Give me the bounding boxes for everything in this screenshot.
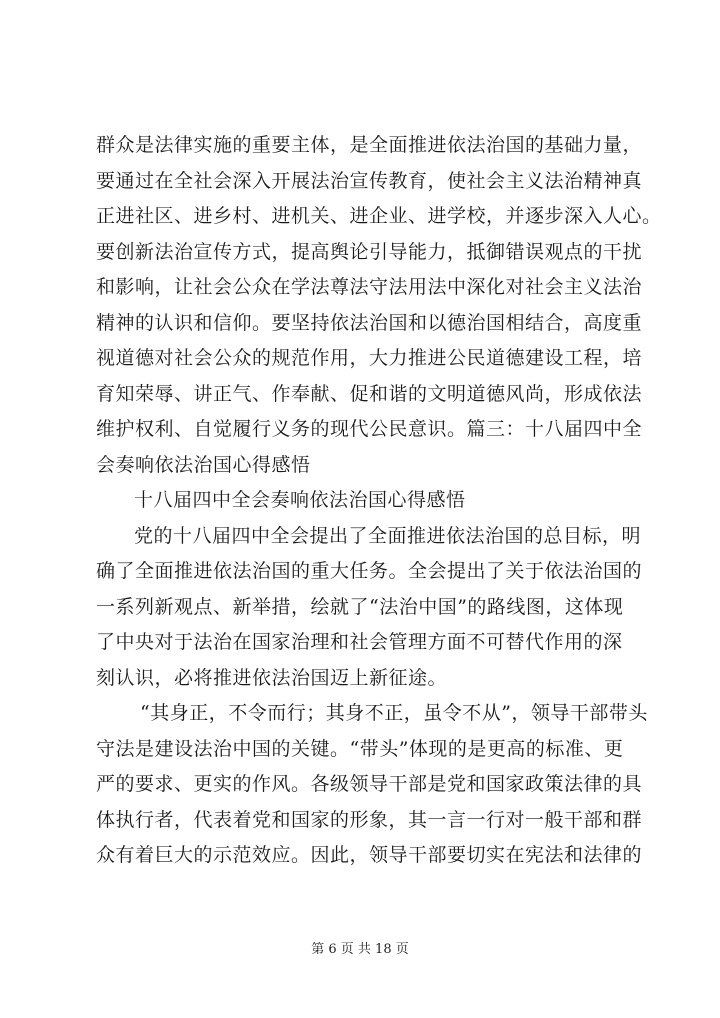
text-line: 严的要求、更实的作风。各级领导干部是党和国家政策法律的具 bbox=[96, 773, 643, 795]
text-line: 群众是法律实施的重要主体，是全面推进依法治国的基础力量， bbox=[96, 134, 643, 156]
text-line: 众有着巨大的示范效应。因此，领导干部要切实在宪法和法律的 bbox=[96, 844, 643, 866]
text-line: 守法是建设法治中国的关键。“带头”体现的是更高的标准、更 bbox=[96, 737, 624, 760]
document-body bbox=[96, 128, 662, 874]
text-line: 精神的认识和信仰。要坚持依法治国和以德治国相结合，高度重 bbox=[96, 311, 643, 334]
text-line: 了中央对于法治在国家治理和社会管理方面不可替代作用的深 bbox=[96, 631, 623, 653]
text-line: 会奏响依法治国心得感悟 bbox=[96, 453, 311, 476]
text-line: 体执行者，代表着党和国家的形象，其一言一行对一般干部和群 bbox=[96, 808, 643, 831]
text-line: 刻认识，必将推进依法治国迈上新征途。 bbox=[96, 666, 448, 689]
text-line: 正进社区、进乡村、进机关、进企业、进学校，并逐步深入人心。 bbox=[96, 205, 662, 227]
text-line: 要创新法治宣传方式，提高舆论引导能力，抵御错误观点的干扰 bbox=[96, 240, 643, 263]
text-line: 要通过在全社会深入开展法治宣传教育，使社会主义法治精神真 bbox=[96, 169, 643, 192]
page-number-footer: 第 6 页 共 18 页 bbox=[311, 942, 409, 957]
text-line: 育知荣辱、讲正气、作奉献、促和谐的文明道德风尚，形成依法 bbox=[96, 382, 643, 405]
section-heading: 十八届四中全会奏响依法治国心得感悟 bbox=[134, 489, 466, 511]
text-line: 和影响，让社会公众在学法尊法守法用法中深化对社会主义法治 bbox=[96, 276, 643, 298]
text-line: 视道德对社会公众的规范作用，大力推进公民道德建设工程，培 bbox=[96, 347, 643, 369]
text-line: 确了全面推进依法治国的重大任务。全会提出了关于依法治国的 bbox=[96, 560, 643, 582]
text-line: 党的十八届四中全会提出了全面推进依法治国的总目标，明 bbox=[134, 524, 642, 547]
text-line: “其身正，不令而行；其身不正，虽令不从”，领导干部带头 bbox=[140, 702, 648, 724]
text-line: 一系列新观点、新举措，绘就了“法治中国”的路线图，这体现 bbox=[96, 595, 624, 618]
text-line: 维护权利、自觉履行义务的现代公民意识。篇三：十八届四中全 bbox=[96, 418, 643, 440]
